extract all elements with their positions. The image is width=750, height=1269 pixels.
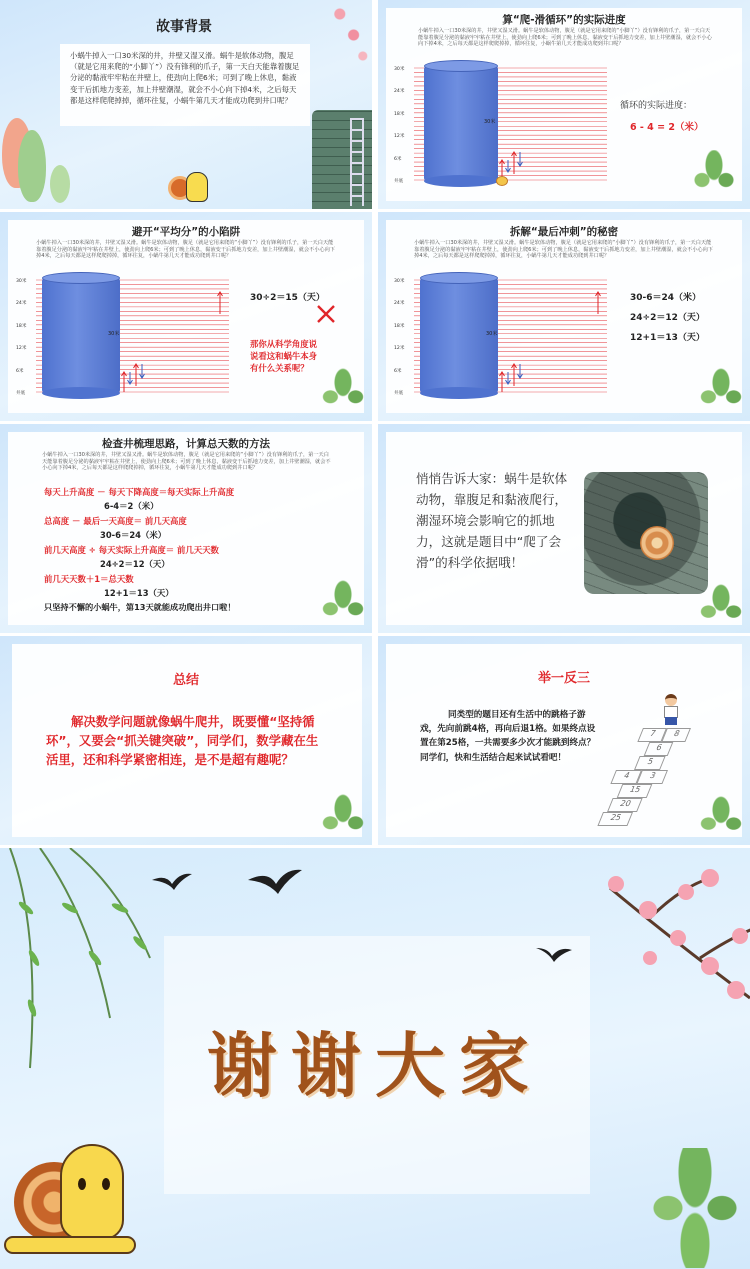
method-line: 前几天天数＋1＝总天数 [44, 574, 134, 584]
well-label: 30米 [108, 331, 120, 337]
method-line: 24÷2＝12（天） [100, 559, 170, 569]
method-line: 6-4＝2（米） [104, 501, 159, 511]
story-text: 小蜗牛掉入一口30米深的井，井壁又湿又滑。蜗牛是软体动物，腹足（就是它用来爬的“小脚丫”）没有锋利的爪子，第一天白天能靠着腹足分泌的黏液牢牢粘在井壁上，使劲向上爬6米；可到了晚上休息，黏液变干后抓地力变差，加上井壁潮湿，就会不小心向下掉4米，之后每天都是这样爬爬掉掉，循环往复，小蜗牛第几天才能成功爬到井口呢？ [70, 51, 300, 105]
slide-title: 避开“平均分”的小陷阱 [131, 226, 241, 238]
calc-line: 12+1＝13（天） [630, 333, 705, 343]
snail-icon [496, 176, 508, 186]
swallow-icon [248, 868, 302, 898]
snail-icon [168, 170, 214, 204]
hopscotch-cell: 6 [644, 742, 674, 756]
story-text: 小蜗牛掉入一口30米深的井，井壁又湿又滑。蜗牛是软体动物，腹足（就是它用来爬的“小脚丫”）没有锋利的爪子，第一天白天能靠着腹足分泌的黏液牢牢粘在井壁上，使劲向上爬6米；可到了晚上休息，黏液变干后抓地力变差，加上井壁潮湿，就会不小心向下掉4米，之后每天都是这样爬爬掉掉，循环往复，小蜗牛第几天才能成功爬到井口呢？ [36, 240, 335, 260]
slide-title: 故事背景 [156, 19, 212, 35]
side-value: 6 - 4 = 2（米） [630, 122, 704, 133]
conclusion-text: 只坚持不懈的小蜗牛，第13天就能成功爬出井口啦！ [44, 602, 236, 612]
snail-icon [640, 526, 674, 560]
slide-progress [378, 0, 750, 209]
slide-title: 拆解“最后冲刺”的秘密 [509, 226, 619, 238]
calc-line: 24÷2＝12（天） [630, 313, 705, 323]
science-text: 悄悄告诉大家：蜗牛是软体动物，靠腹足和黏液爬行，潮湿环境会影响它的抓地力，这就是题目中“爬了会滑”的科学依据哦！ [416, 471, 568, 570]
plant-icon [322, 580, 364, 628]
plant-icon [322, 794, 364, 842]
chart-area [392, 62, 612, 186]
axis-label: 30米 [394, 279, 405, 284]
hopscotch-cell: 20 [607, 798, 643, 812]
axis-label: 12米 [16, 346, 27, 352]
plant-icon [650, 1148, 740, 1268]
axis-label: 18米 [16, 323, 27, 329]
slide-title: 举一反三 [537, 671, 590, 686]
snail-well-photo [584, 472, 708, 594]
hopscotch-cell: 8 [661, 728, 691, 742]
story-text: 小蜗牛掉入一口30米深的井，井壁又湿又滑。蜗牛是软体动物，腹足（就是它用来爬的“小脚丫”）没有锋利的爪子，第一天白天能靠着腹足分泌的黏液牢牢粘在井壁上，使劲向上爬6米；可到了晚上休息，黏液变干后抓地力变差，加上井壁潮湿，就会不小心向下掉4米，之后每天都是这样爬爬掉掉，循环往复，小蜗牛第几天才能成功爬到井口呢？ [414, 240, 713, 260]
swallow-icon [152, 872, 192, 894]
side-label: 循环的实际进度： [620, 101, 693, 111]
swallow-icon [536, 944, 572, 964]
slide-method [0, 424, 372, 633]
wrong-cross-icon [316, 304, 336, 324]
hopscotch-cell: 15 [617, 784, 653, 798]
blossom-icon [326, 0, 372, 70]
hopscotch-cell: 7 [637, 728, 667, 742]
slide-thanks [0, 848, 750, 1269]
method-line: 总高度 － 最后一天高度＝ 前几天高度 [44, 516, 187, 526]
axis-label: 24米 [16, 301, 27, 307]
summary-text: 解决数学问题就像蜗牛爬井，既要懂“坚持循环”，又要会“抓关键突破”，同学们，数学藏在生活里，还和科学紧密相连，是不是超有趣呢？ [46, 714, 319, 767]
axis-label: 12米 [394, 134, 405, 140]
axis-label: 18米 [394, 323, 405, 329]
slide-story [0, 0, 372, 209]
hopscotch-cell: 3 [636, 770, 668, 784]
chart-area [392, 274, 612, 398]
chart-area [14, 274, 234, 398]
slide-trap [0, 212, 372, 421]
axis-label: 24米 [394, 89, 405, 95]
plant-icon [322, 368, 364, 416]
axis-label: 井底 [16, 391, 26, 396]
arrows [14, 274, 234, 398]
story-text: 小蜗牛掉入一口30米深的井，井壁又湿又滑。蜗牛是软体动物，腹足（就是它用来爬的“小脚丫”）没有锋利的爪子，第一天白天能靠着腹足分泌的黏液牢牢粘在井壁上，使劲向上爬6米；可到了晚上休息，黏液变干后抓地力变差，加上井壁潮湿，就会不小心向下掉4米，之后每天都是这样爬爬掉掉，循环往复，小蜗牛第几天才能成功爬到井口呢？ [418, 28, 712, 48]
method-lines [44, 486, 344, 616]
axis-label: 井底 [394, 391, 404, 396]
axis-label: 12米 [394, 346, 405, 352]
plant-icon [700, 584, 742, 630]
kid-icon [658, 694, 684, 732]
arrows [392, 62, 612, 186]
slide-title: 总结 [172, 673, 199, 688]
calc-text: 30÷2＝15（天） [250, 293, 325, 303]
plant-icon [700, 796, 742, 842]
question-text: 那你从科学角度说说看这和蜗牛本身有什么关系呢？ [250, 339, 317, 373]
axis-label: 30米 [16, 279, 27, 284]
well-label: 30米 [484, 119, 496, 125]
tree-icon [50, 165, 70, 203]
method-line: 30-6＝24（米） [100, 530, 167, 540]
method-line: 前几天高度 ÷ 每天实际上升高度＝ 前几天天数 [44, 545, 219, 555]
arrows [392, 274, 612, 398]
slide-summary [0, 636, 372, 845]
calc-list [630, 290, 705, 348]
hopscotch-cell: 4 [610, 770, 642, 784]
method-line: 每天上升高度 － 每天下降高度＝每天实际上升高度 [44, 487, 235, 497]
willow-icon [0, 848, 160, 1078]
axis-label: 6米 [394, 368, 402, 374]
axis-label: 18米 [394, 111, 405, 117]
snail-icon [4, 1114, 140, 1264]
axis-label: 24米 [394, 301, 405, 307]
hopscotch-cell: 5 [634, 756, 666, 770]
axis-label: 30米 [394, 67, 405, 72]
blossom-icon [590, 848, 750, 1038]
hopscotch-cell: 25 [597, 812, 633, 826]
plant-icon [700, 368, 742, 416]
slide-title: 检查井梳理思路，计算总天数的方法 [102, 438, 270, 450]
calc-line: 30-6＝24（米） [630, 293, 702, 303]
story-text: 小蜗牛掉入一口30米深的井，井壁又湿又滑。蜗牛是软体动物，腹足（就是它用来爬的“小脚丫”）没有锋利的爪子，第一天白天能靠着腹足分泌的黏液牢牢粘在井壁上，使劲向上爬6米；可到了晚上休息，黏液变干后抓地力变差，加上井壁潮湿，就会不小心向下掉4米，之后每天都是这样爬爬掉掉，循环往复，小蜗牛第几天才能成功爬到井口呢？ [42, 452, 331, 472]
slide-sprint [378, 212, 750, 421]
axis-label: 6米 [16, 368, 24, 374]
thanks-text: 谢谢大家 [207, 1025, 543, 1107]
well-label: 30米 [486, 331, 498, 337]
practice-text: 同类型的题目还有生活中的跳格子游戏，先向前跳4格，再向后退1格。如果终点设置在第25格，一共需要多少次才能跳到终点？同学们，快和生活结合起来试试看吧！ [420, 710, 596, 763]
slide-title: 算“爬-滑循环”的实际进度 [502, 14, 626, 26]
tree-icon [18, 130, 46, 202]
plant-icon [694, 150, 734, 200]
axis-label: 井底 [394, 179, 404, 184]
slide-science [378, 424, 750, 633]
slide-practice [378, 636, 750, 845]
axis-label: 6米 [394, 156, 402, 162]
ladder-icon [350, 118, 364, 206]
method-line: 12+1＝13（天） [104, 588, 174, 598]
